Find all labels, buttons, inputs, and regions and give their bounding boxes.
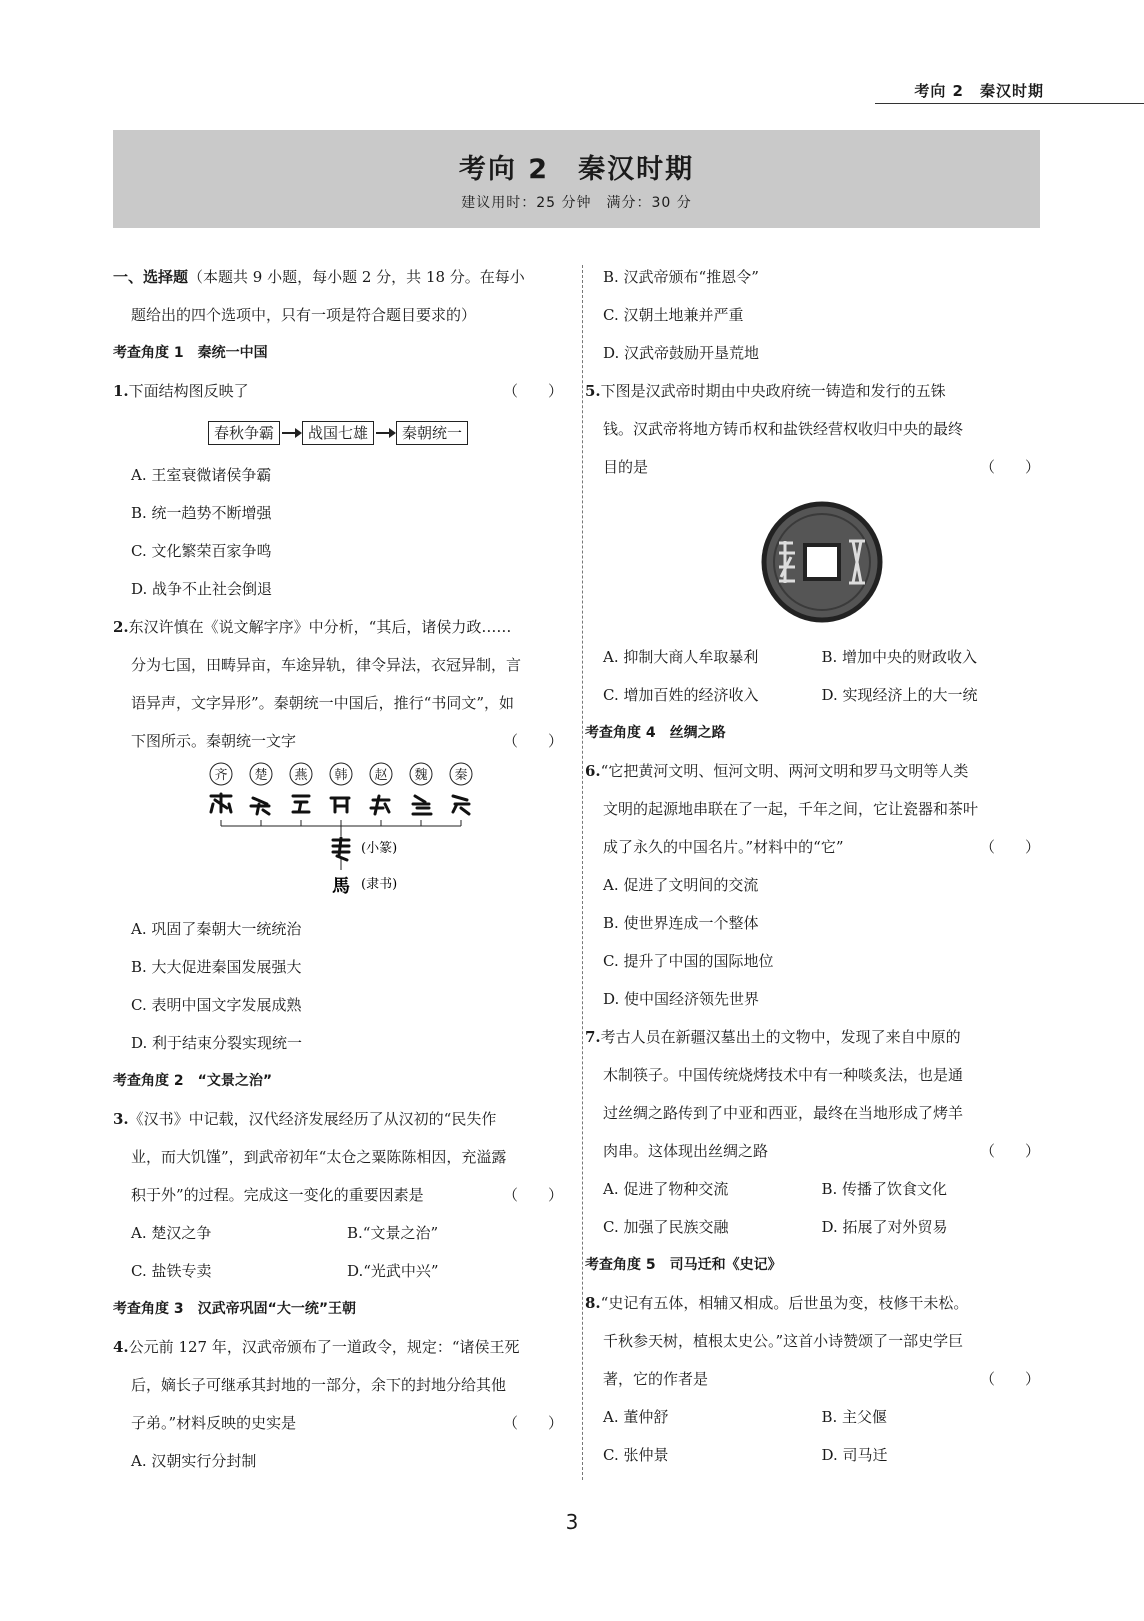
- question-4: 4.公元前 127 年，汉武帝颁布了一道政令，规定：“诸侯王死 后，嫡长子可继承其封地的一部分，余下的封地分给其他 子弟。”材料反映的史实是 （ ） A. 汉朝实行分封制: [113, 1328, 563, 1480]
- option-b: B. 汉武帝颁布“推恩令”: [603, 268, 759, 286]
- option-c: C. 文化繁荣百家争鸣: [131, 542, 272, 560]
- option-c: C. 提升了中国的国际地位: [603, 952, 774, 970]
- option-b: B. 使世界连成一个整体: [603, 914, 759, 932]
- option-d: D. 战争不止社会倒退: [131, 580, 273, 598]
- angle-heading-2: 考查角度 2 “文景之治”: [113, 1073, 273, 1089]
- option-a: A. 抑制大商人牟取暴利: [603, 648, 759, 666]
- flow-box: 战国七雄: [302, 421, 374, 445]
- option-b: B. 统一趋势不断增强: [131, 504, 272, 522]
- right-column: [585, 258, 1040, 1474]
- options-row: [113, 1214, 563, 1252]
- page-number: 3: [565, 1510, 579, 1534]
- option-a: A. 促进了物种交流: [603, 1180, 729, 1198]
- structure-diagram: [113, 410, 563, 456]
- coin-icon: [757, 497, 887, 627]
- state-label: 秦: [454, 768, 468, 783]
- answer-paren: （ ）: [979, 1370, 1040, 1388]
- options-row: [603, 1398, 1040, 1436]
- option-c: C. 张仲景: [603, 1446, 669, 1464]
- left-column: [113, 258, 563, 1480]
- wuzhu-coin-image: [603, 486, 1040, 638]
- option-a: A. 楚汉之争: [131, 1224, 212, 1242]
- answer-paren: （ ）: [502, 382, 563, 400]
- answer-paren: （ ）: [979, 838, 1040, 856]
- lishu-glyph: 馬: [332, 876, 350, 897]
- question-1: 1.下面结构图反映了 （ ） 春秋争霸 战国七雄 秦朝统一 A. 王室衰微诸侯争霸 B. 统一趋势不断增强 C. 文化繁荣百家争鸣 D. 战争不止社会倒退: [113, 372, 563, 608]
- question-5: 5.下图是汉武帝时期由中央政府统一铸造和发行的五铢 钱。汉武帝将地方铸币权和盐铁经营权收归中央的最终 目的是 （ ） A. 抑制大商人牟取暴利 B. 增加中央的财政收入 C. 增加百姓的经济收入 D. 实现经济上的大一统: [603, 372, 1040, 714]
- state-label: 韩: [334, 768, 348, 783]
- answer-paren: （ ）: [979, 458, 1040, 476]
- options-row: [603, 676, 1040, 714]
- arrow-icon: [282, 432, 300, 434]
- state-label: 燕: [294, 768, 308, 783]
- option-b: B.“文景之治”: [347, 1224, 439, 1242]
- state-label: 齐: [214, 768, 228, 783]
- state-label: 楚: [254, 768, 268, 783]
- option-d: D. 汉武帝鼓励开垦荒地: [603, 344, 760, 362]
- state-label: 赵: [374, 768, 388, 783]
- option-a: A. 董仲舒: [603, 1408, 669, 1426]
- option-d: D. 司马迁: [821, 1446, 888, 1464]
- page-title: 考向 2 秦汉时期: [458, 154, 695, 185]
- options-row: [113, 1252, 563, 1290]
- options-row: [603, 638, 1040, 676]
- column-divider: [582, 265, 583, 1480]
- angle-heading-5: 考查角度 5 司马迁和《史记》: [585, 1257, 782, 1273]
- answer-paren: （ ）: [502, 1414, 563, 1432]
- options-row: [603, 1170, 1040, 1208]
- option-c: C. 加强了民族交融: [603, 1218, 729, 1236]
- arrow-icon: [376, 432, 394, 434]
- question-8: 8.“史记有五体，相辅又相成。后世虽为变，枝修干未松。 千秋参天树，植根太史公。”这首小诗赞颂了一部史学巨 著，它的作者是 （ ） A. 董仲舒 B. 主父偃 C. 张仲景 D. 司马迁: [603, 1284, 1040, 1474]
- section-heading-cont: 题给出的四个选项中，只有一项是符合题目要求的）: [131, 306, 477, 324]
- options-row: [603, 1436, 1040, 1474]
- title-banner: [113, 130, 1040, 228]
- option-a: A. 王室衰微诸侯争霸: [131, 466, 272, 484]
- page-subtitle: 建议用时：25 分钟 满分：30 分: [461, 195, 692, 211]
- lishu-label: (隶书): [361, 877, 398, 892]
- option-d: D. 使中国经济领先世界: [603, 990, 760, 1008]
- option-a: A. 促进了文明间的交流: [603, 876, 759, 894]
- option-d: D.“光武中兴”: [347, 1262, 439, 1280]
- option-b: B. 主父偃: [821, 1408, 888, 1426]
- angle-heading-3: 考查角度 3 汉武帝巩固“大一统”王朝: [113, 1301, 357, 1317]
- state-label: 魏: [414, 768, 428, 783]
- ancient-glyph-icons: [211, 794, 469, 814]
- xiaozhuan-glyph-icon: [333, 838, 349, 860]
- option-d: D. 利于结束分裂实现统一: [131, 1034, 303, 1052]
- question-7: 7.考古人员在新疆汉墓出土的文物中，发现了来自中原的 木制筷子。中国传统烧烤技术中有一种啖炙法，也是通 过丝绸之路传到了中亚和西亚，最终在当地形成了烤羊 肉串。这体现出丝绸之路 （ ） A. 促进了物种交流 B. 传播了饮食文化 C. 加强了民族交融 D. 拓展了对外贸易: [603, 1018, 1040, 1246]
- question-2: 2.东汉许慎在《说文解字序》中分析，“其后，诸侯力政…… 分为七国，田畴异亩，车途异轨，律令异法，衣冠异制，言 语异声，文字异形”。秦朝统一中国后，推行“书同文”，如 下图所示。秦朝统一文字 （ ） 齐 楚 燕 韩 赵 魏 秦 (小篆) 馬 (隶书) A. 巩固了秦朝大一统统治 B. 大大促进秦国发展强大 C. 表明中国文字发展成熟 D. 利于结束分裂实现统一: [113, 608, 563, 1062]
- option-d: D. 拓展了对外贸易: [821, 1218, 948, 1236]
- running-head: 考向 2 秦汉时期: [914, 82, 1044, 100]
- option-d: D. 实现经济上的大一统: [821, 686, 978, 704]
- option-a: A. 巩固了秦朝大一统统治: [131, 920, 302, 938]
- option-b: B. 大大促进秦国发展强大: [131, 958, 302, 976]
- header-rule: [875, 103, 1144, 104]
- answer-paren: （ ）: [502, 732, 563, 750]
- script-unification-diagram: [113, 760, 563, 910]
- option-b: B. 增加中央的财政收入: [821, 648, 978, 666]
- angle-heading-4: 考查角度 4 丝绸之路: [585, 725, 726, 741]
- xiaozhuan-label: (小篆): [361, 841, 398, 856]
- section-heading: 一、选择题（本题共 9 小题，每小题 2 分，共 18 分。在每小: [113, 268, 525, 286]
- question-stem: 下面结构图反映了: [128, 382, 249, 400]
- option-b: B. 传播了饮食文化: [821, 1180, 948, 1198]
- options-row: [603, 1208, 1040, 1246]
- option-a: A. 汉朝实行分封制: [131, 1452, 257, 1470]
- flow-box: 秦朝统一: [396, 421, 468, 445]
- option-c: C. 汉朝土地兼并严重: [603, 306, 744, 324]
- question-6: 6.“它把黄河文明、恒河文明、两河文明和罗马文明等人类 文明的起源地串联在了一起，千年之间，它让瓷器和茶叶 成了永久的中国名片。”材料中的“它” （ ） A. 促进了文明间的交流 B. 使世界连成一个整体 C. 提升了中国的国际地位 D. 使中国经济领先世界: [603, 752, 1040, 1018]
- flow-box: 春秋争霸: [208, 421, 280, 445]
- answer-paren: （ ）: [502, 1186, 563, 1204]
- option-c: C. 表明中国文字发展成熟: [131, 996, 302, 1014]
- option-c: C. 增加百姓的经济收入: [603, 686, 759, 704]
- option-c: C. 盐铁专卖: [131, 1262, 212, 1280]
- question-3: 3.《汉书》中记载，汉代经济发展经历了从汉初的“民失作 业，而大饥馑”，到武帝初年“太仓之粟陈陈相因，充溢露 积于外”的过程。完成这一变化的重要因素是 （ ） A. 楚汉之争 B.“文景之治” C. 盐铁专卖 D.“光武中兴”: [113, 1100, 563, 1290]
- answer-paren: （ ）: [979, 1142, 1040, 1160]
- angle-heading-1: 考查角度 1 秦统一中国: [113, 345, 268, 361]
